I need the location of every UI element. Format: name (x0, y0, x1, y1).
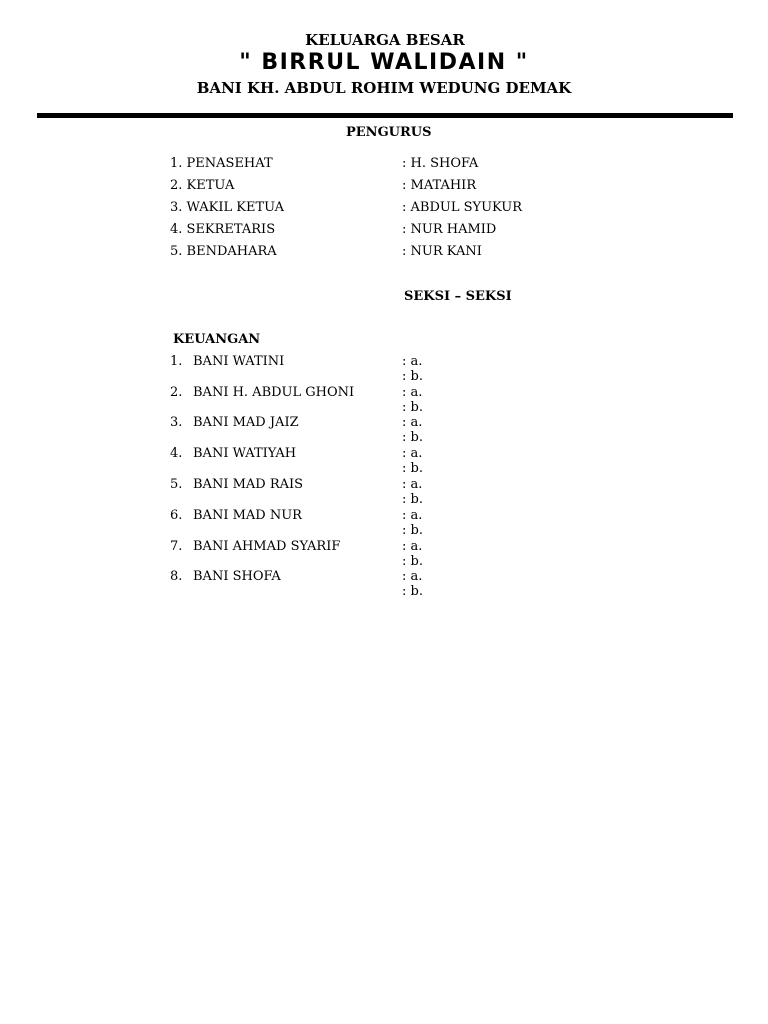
pengurus-person: : ABDUL SYUKUR (402, 200, 523, 215)
keuangan-number: 7. (170, 539, 183, 554)
pengurus-position: 3. WAKIL KETUA (170, 200, 285, 215)
keuangan-slot-a: : a. (402, 415, 423, 430)
pengurus-person: : H. SHOFA (402, 156, 479, 171)
keuangan-slot-a: : a. (402, 508, 423, 523)
keuangan-slot-b: : b. (402, 584, 423, 599)
keuangan-slot-b: : b. (402, 461, 423, 476)
keuangan-name: BANI WATINI (193, 354, 285, 369)
header-family-label: KELUARGA BESAR (305, 31, 465, 49)
keuangan-title: KEUANGAN (173, 332, 261, 347)
keuangan-slot-b: : b. (402, 523, 423, 538)
keuangan-number: 1. (170, 354, 183, 369)
keuangan-slot-b: : b. (402, 400, 423, 415)
keuangan-name: BANI H. ABDUL GHONI (193, 385, 355, 400)
keuangan-number: 3. (170, 415, 183, 430)
keuangan-slot-a: : a. (402, 354, 423, 369)
keuangan-number: 4. (170, 446, 183, 461)
header-title: " BIRRUL WALIDAIN " (239, 50, 529, 75)
keuangan-slot-a: : a. (402, 569, 423, 584)
pengurus-position: 2. KETUA (170, 178, 235, 193)
keuangan-number: 8. (170, 569, 183, 584)
keuangan-number: 6. (170, 508, 183, 523)
keuangan-name: BANI WATIYAH (193, 446, 297, 461)
keuangan-number: 5. (170, 477, 183, 492)
seksi-title: SEKSI – SEKSI (404, 289, 512, 304)
keuangan-slot-b: : b. (402, 430, 423, 445)
keuangan-slot-b: : b. (402, 492, 423, 507)
pengurus-person: : NUR KANI (402, 244, 482, 259)
pengurus-person: : NUR HAMID (402, 222, 497, 237)
document-header (0, 30, 768, 98)
keuangan-slot-a: : a. (402, 385, 423, 400)
keuangan-name: BANI MAD NUR (193, 508, 302, 523)
keuangan-number: 2. (170, 385, 183, 400)
pengurus-position: 4. SEKRETARIS (170, 222, 276, 237)
pengurus-position: 5. BENDAHARA (170, 244, 277, 259)
keuangan-slot-a: : a. (402, 446, 423, 461)
header-divider (37, 113, 733, 118)
keuangan-name: BANI SHOFA (193, 569, 281, 584)
keuangan-name: BANI AHMAD SYARIF (193, 539, 341, 554)
keuangan-slot-a: : a. (402, 539, 423, 554)
pengurus-person: : MATAHIR (402, 178, 477, 193)
keuangan-slot-a: : a. (402, 477, 423, 492)
pengurus-position: 1. PENASEHAT (170, 156, 273, 171)
keuangan-name: BANI MAD RAIS (193, 477, 304, 492)
keuangan-name: BANI MAD JAIZ (193, 415, 299, 430)
keuangan-slot-b: : b. (402, 369, 423, 384)
header-subtitle: BANI KH. ABDUL ROHIM WEDUNG DEMAK (196, 79, 572, 97)
keuangan-slot-b: : b. (402, 554, 423, 569)
pengurus-title: PENGURUS (346, 125, 432, 140)
